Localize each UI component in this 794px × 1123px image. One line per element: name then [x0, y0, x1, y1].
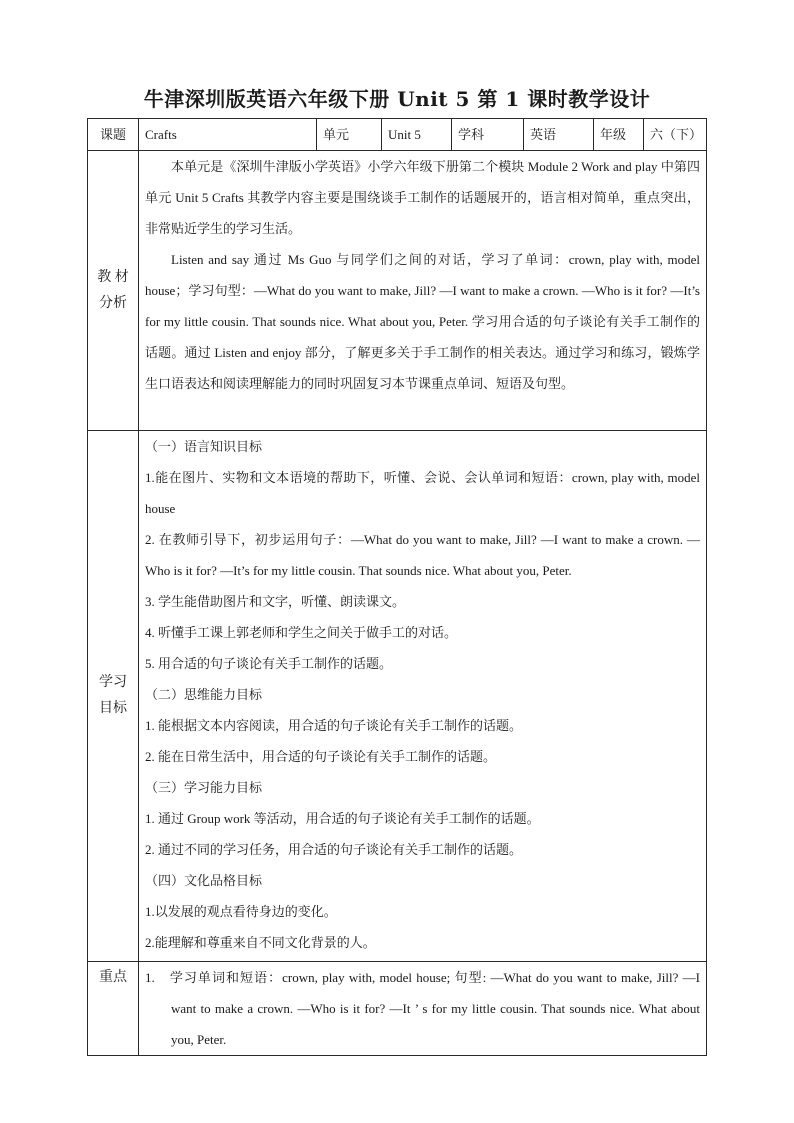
objective-item: 2. 通过不同的学习任务，用合适的句子谈论有关手工制作的话题。	[145, 842, 523, 857]
analysis-label-line2: 分析	[99, 295, 127, 311]
topic-label: 课题	[88, 119, 139, 151]
objective-item: 1. 通过 Group work 等活动，用合适的句子谈论有关手工制作的话题。	[145, 811, 540, 826]
analysis-row	[88, 151, 707, 431]
analysis-label	[88, 151, 139, 431]
objectives-content	[139, 431, 707, 962]
key-points-row	[88, 962, 707, 1056]
analysis-paragraph-1: 本单元是《深圳牛津版小学英语》小学六年级下册第二个模块 Module 2 Work and play 中第四单元 Unit 5 Crafts 其教学内容主要是围绕谈手工制作的话题展开的，语言相对简单，重点突出，非常贴近学生的学习生活。	[145, 159, 700, 236]
lesson-design-table	[87, 118, 707, 1056]
objective-item: 1.以发展的观点看待身边的变化。	[145, 904, 337, 919]
objective-item: 5. 用合适的句子谈论有关手工制作的话题。	[145, 656, 393, 671]
objective-item: 2. 能在日常生活中，用合适的句子谈论有关手工制作的话题。	[145, 749, 497, 764]
key-points-text: 1. 学习单词和短语：crown, play with, model house; 句型: —What do you want to make, Jill? —I want to make a crown. —Who is it for? —It ’ s for my little cousin. That sounds nice. What about you, Peter.	[145, 970, 700, 1047]
unit-value: Unit 5	[382, 119, 452, 151]
objective-item: 2. 在教师引导下，初步运用句子：—What do you want to make, Jill? —I want to make a crown. —Who is it for? —It’s for my little cousin. That sounds nice. What about you, Peter.	[145, 532, 700, 578]
subject-value: 英语	[524, 119, 594, 151]
analysis-content	[139, 151, 707, 431]
unit-label: 单元	[317, 119, 382, 151]
header-row	[88, 119, 707, 151]
grade-value: 六（下）	[644, 119, 707, 151]
topic-value: Crafts	[139, 119, 317, 151]
objectives-label	[88, 431, 139, 962]
objective-heading-learning: （三）学习能力目标	[145, 780, 263, 795]
analysis-label-line1: 教 材	[97, 269, 129, 285]
objectives-label-line1: 学习	[99, 675, 127, 690]
grade-label: 年级	[594, 119, 644, 151]
subject-label: 学科	[452, 119, 524, 151]
page-title: 牛津深圳版英语六年级下册 Unit 5 第 1 课时教学设计	[143, 87, 651, 111]
key-points-content	[139, 962, 707, 1056]
objective-item: 2.能理解和尊重来自不同文化背景的人。	[145, 935, 376, 950]
analysis-paragraph-2: Listen and say 通过 Ms Guo 与同学们之间的对话，学习了单词：crown, play with, model house；学习句型：—What do you want to make, Jill? —I want to make a crown. —Who is it for? —It’s for my little cousin. That sounds nice. What about you, Peter. 学习用合适的句子谈论有关手工制作的话题。通过 Listen and enjoy 部分，了解更多关于手工制作的相关表达。通过学习和练习，锻炼学生口语表达和阅读理解能力的同时巩固复习本节课重点单词、短语及句型。	[145, 252, 700, 391]
objectives-row	[88, 431, 707, 962]
key-points-label: 重点	[88, 962, 139, 1056]
objectives-label-line2: 目标	[99, 701, 127, 716]
objective-item: 1.能在图片、实物和文本语境的帮助下，听懂、会说、会认单词和短语：crown, play with, model house	[145, 470, 700, 516]
objective-item: 3. 学生能借助图片和文字，听懂、朗读课文。	[145, 594, 406, 609]
objective-item: 1. 能根据文本内容阅读，用合适的句子谈论有关手工制作的话题。	[145, 718, 523, 733]
objective-heading-language: （一）语言知识目标	[145, 439, 263, 454]
objective-item: 4. 听懂手工课上郭老师和学生之间关于做手工的对话。	[145, 625, 458, 640]
objective-heading-thinking: （二）思维能力目标	[145, 687, 263, 702]
objective-heading-culture: （四）文化品格目标	[145, 873, 263, 888]
